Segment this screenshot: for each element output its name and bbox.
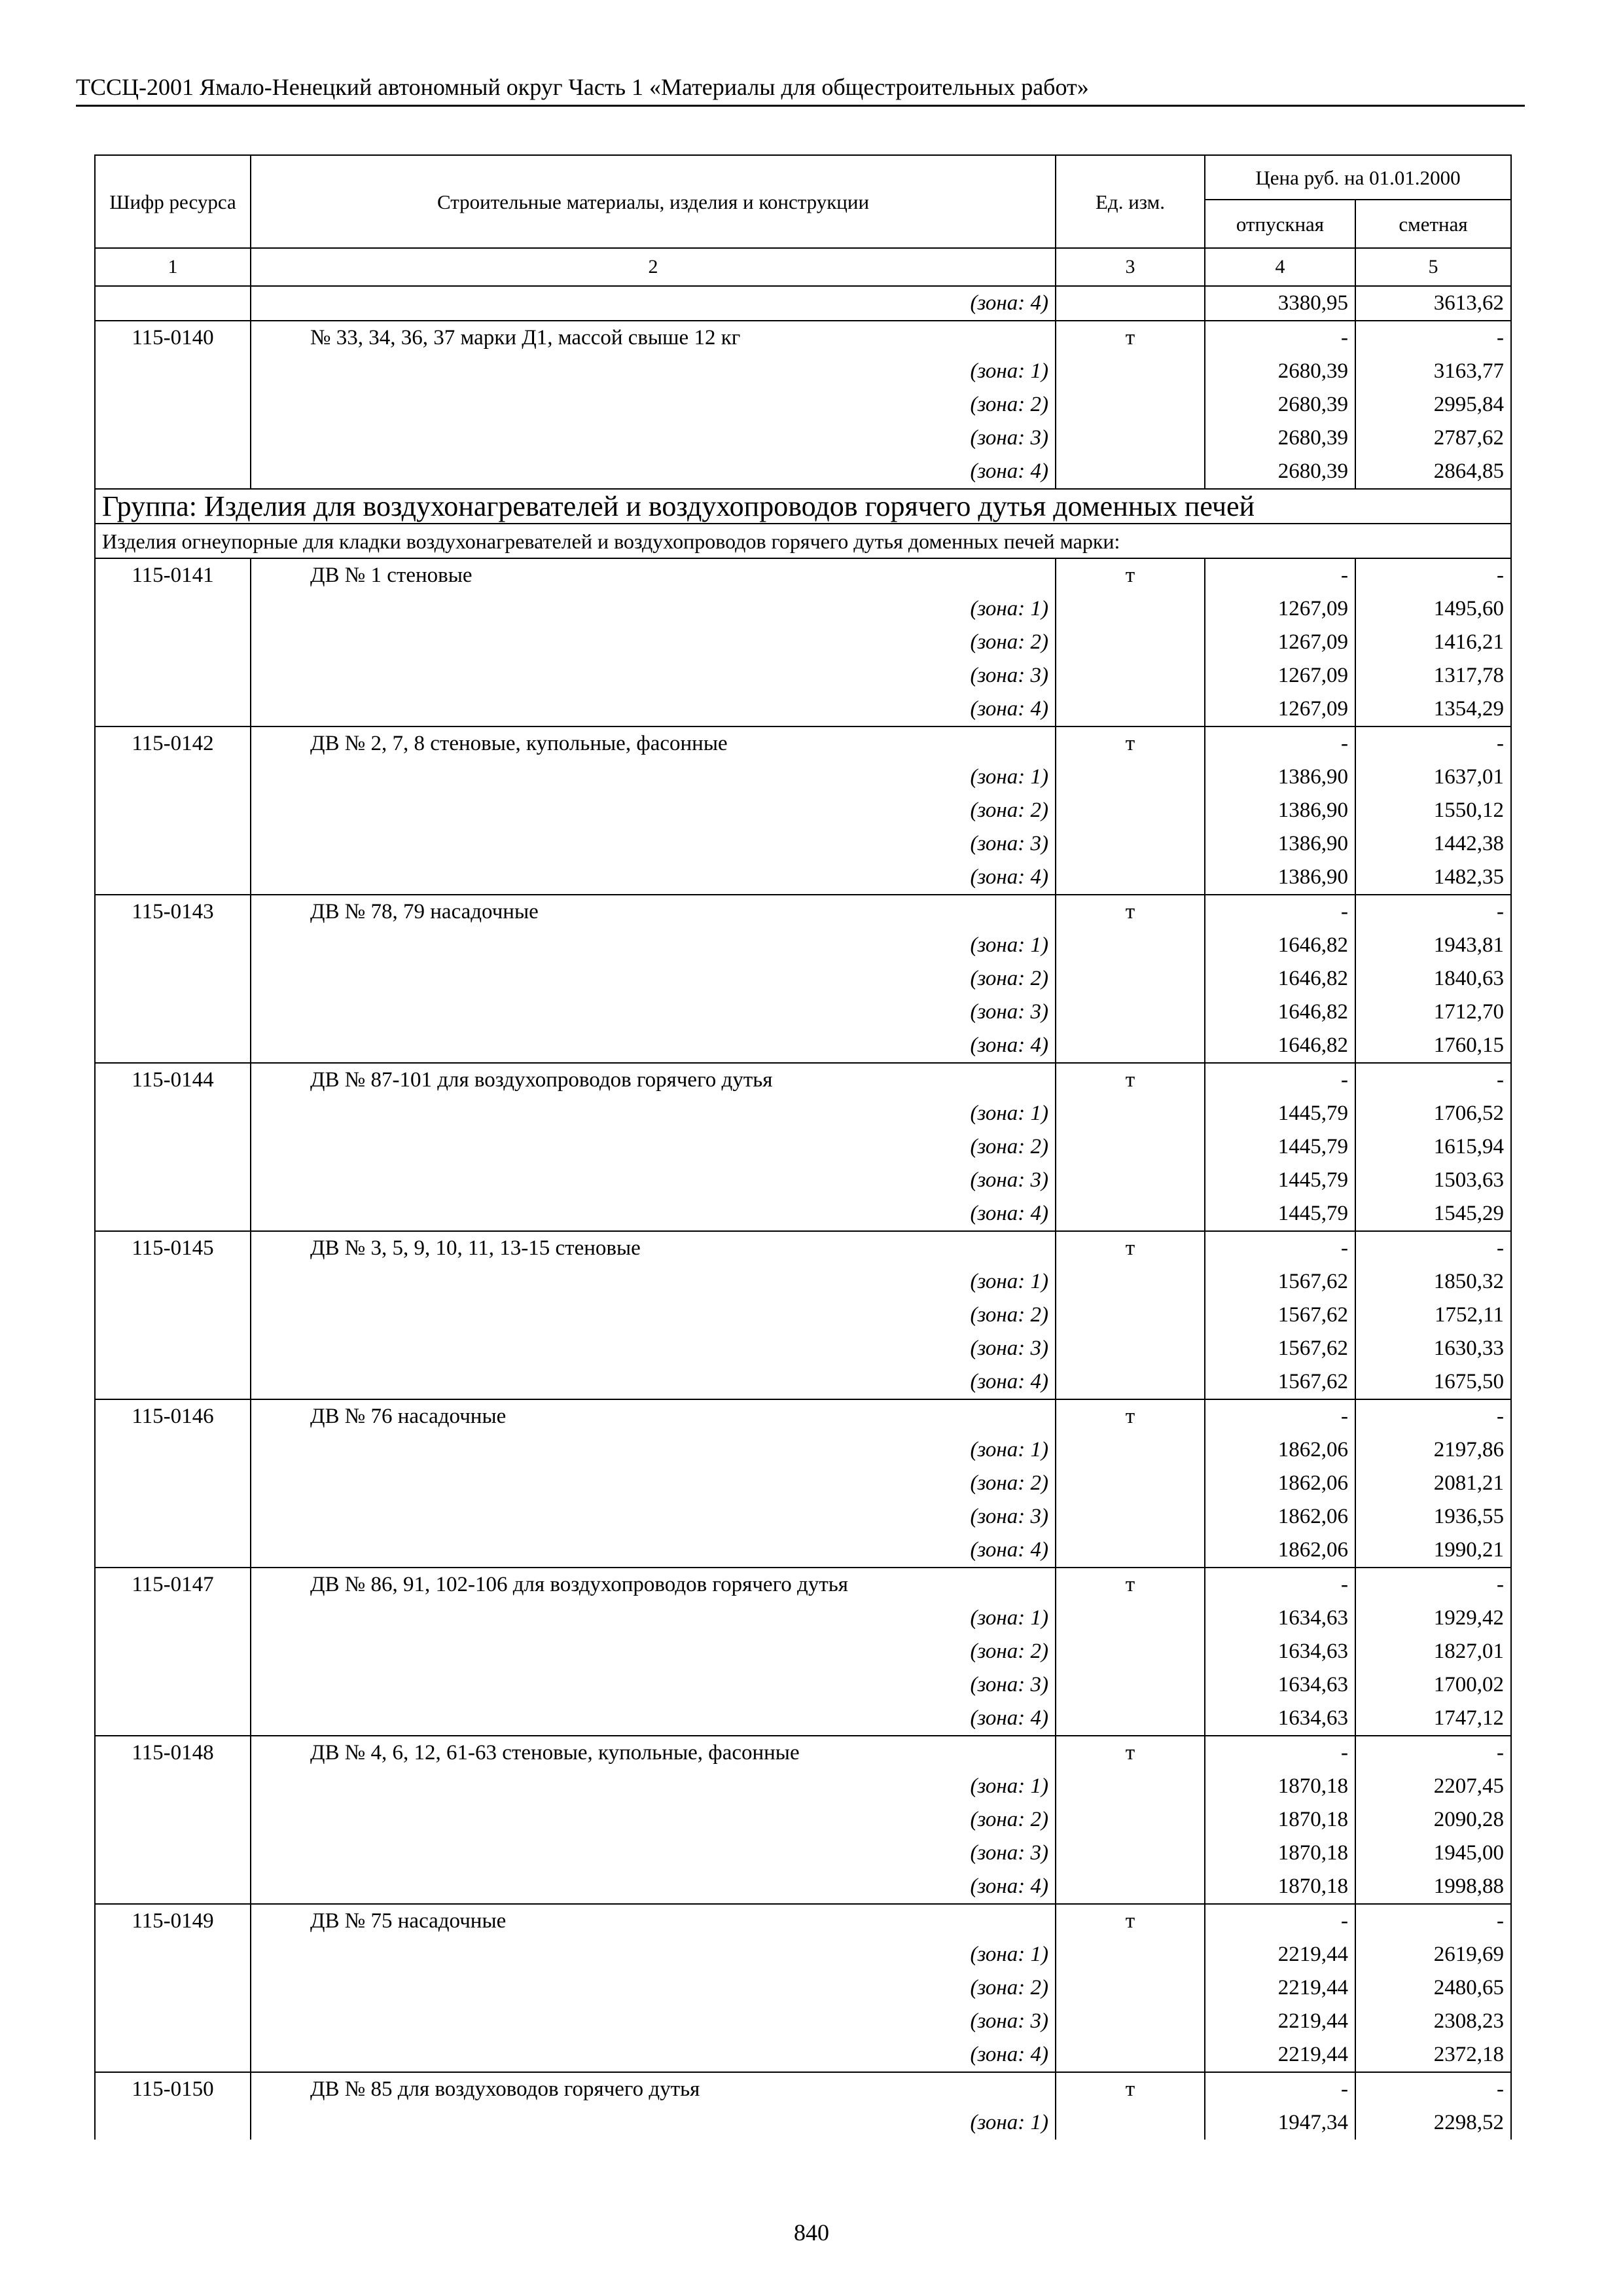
estimate-price: 2090,28 (1355, 1803, 1511, 1837)
zone-label: (зона: 1) (251, 355, 1056, 388)
estimate-price: 1936,55 (1355, 1500, 1511, 1534)
release-price: 2680,39 (1205, 422, 1355, 455)
zone-label: (зона: 1) (251, 761, 1056, 794)
estimate-price: 1990,21 (1355, 1534, 1511, 1568)
unit-cell: т (1056, 1736, 1205, 1770)
col-header-price: Цена руб. на 01.01.2000 (1205, 155, 1511, 200)
table-row (95, 895, 1511, 929)
release-price: 1634,63 (1205, 1702, 1355, 1736)
estimate-price: - (1355, 1063, 1511, 1097)
zone-label: (зона: 3) (251, 1837, 1056, 1870)
unit-cell: т (1056, 895, 1205, 929)
estimate-price: 1929,42 (1355, 1602, 1511, 1635)
table-row (95, 761, 1511, 794)
table-row (95, 1365, 1511, 1399)
resource-code: 115-0140 (95, 321, 251, 355)
release-price: 1386,90 (1205, 761, 1355, 794)
col-number: 4 (1205, 248, 1355, 286)
estimate-price: - (1355, 1568, 1511, 1602)
estimate-price: 3163,77 (1355, 355, 1511, 388)
release-price: 1870,18 (1205, 1803, 1355, 1837)
release-price: 1862,06 (1205, 1433, 1355, 1467)
table-row (95, 1568, 1511, 1602)
estimate-price: 2995,84 (1355, 388, 1511, 422)
zone-label: (зона: 1) (251, 592, 1056, 626)
zone-label: (зона: 2) (251, 1803, 1056, 1837)
table-row (95, 1332, 1511, 1365)
estimate-price: 2864,85 (1355, 455, 1511, 489)
release-price: 1567,62 (1205, 1365, 1355, 1399)
release-price: 1386,90 (1205, 827, 1355, 861)
table-row (95, 1500, 1511, 1534)
estimate-price: 3613,62 (1355, 286, 1511, 321)
estimate-price: 1840,63 (1355, 962, 1511, 996)
table-row (95, 1399, 1511, 1433)
zone-label: (зона: 4) (251, 2038, 1056, 2072)
table-row (95, 1467, 1511, 1500)
table-row (95, 1870, 1511, 1904)
release-price: 1646,82 (1205, 929, 1355, 962)
release-price: - (1205, 1399, 1355, 1433)
unit-cell: т (1056, 321, 1205, 355)
estimate-price: 1943,81 (1355, 929, 1511, 962)
zone-label: (зона: 3) (251, 1332, 1056, 1365)
zone-label: (зона: 4) (251, 1365, 1056, 1399)
estimate-price: 1675,50 (1355, 1365, 1511, 1399)
table-row (95, 794, 1511, 827)
release-price: 1267,09 (1205, 626, 1355, 659)
estimate-price: 2197,86 (1355, 1433, 1511, 1467)
zone-label: (зона: 2) (251, 962, 1056, 996)
zone-label: (зона: 2) (251, 1299, 1056, 1332)
col-header-name: Строительные материалы, изделия и конструкции (251, 155, 1056, 248)
resource-code: 115-0145 (95, 1231, 251, 1265)
release-price: 1267,09 (1205, 659, 1355, 692)
col-header-estimate: сметная (1355, 200, 1511, 248)
zone-label: (зона: 4) (251, 286, 1056, 321)
zone-label: (зона: 4) (251, 1534, 1056, 1568)
table-row (95, 996, 1511, 1029)
zone-label: (зона: 4) (251, 1870, 1056, 1904)
estimate-price: 1850,32 (1355, 1265, 1511, 1299)
release-price: 2219,44 (1205, 1971, 1355, 2005)
group-title: Группа: Изделия для воздухонагревателей и воздухопроводов горячего дутья доменных печей (95, 489, 1511, 524)
release-price: 1634,63 (1205, 1635, 1355, 1668)
unit-cell: т (1056, 1399, 1205, 1433)
table-body (95, 286, 1511, 2140)
col-number: 3 (1056, 248, 1205, 286)
table-row (95, 929, 1511, 962)
release-price: 1445,79 (1205, 1164, 1355, 1197)
table-row (95, 2005, 1511, 2038)
estimate-price: 1747,12 (1355, 1702, 1511, 1736)
estimate-price: 1317,78 (1355, 659, 1511, 692)
table-row (95, 1231, 1511, 1265)
estimate-price: 1630,33 (1355, 1332, 1511, 1365)
table-row (95, 1736, 1511, 1770)
release-price: - (1205, 558, 1355, 592)
col-number: 1 (95, 248, 251, 286)
resource-code: 115-0141 (95, 558, 251, 592)
unit-cell: т (1056, 1904, 1205, 1938)
release-price: 2219,44 (1205, 2038, 1355, 2072)
release-price: - (1205, 1904, 1355, 1938)
table-row (95, 1197, 1511, 1231)
release-price: 1386,90 (1205, 794, 1355, 827)
zone-label: (зона: 1) (251, 1433, 1056, 1467)
release-price: 2680,39 (1205, 455, 1355, 489)
table-row (95, 1433, 1511, 1467)
table-row (95, 455, 1511, 489)
resource-code: 115-0143 (95, 895, 251, 929)
estimate-price: - (1355, 321, 1511, 355)
resource-name: ДВ № 76 насадочные (310, 1405, 507, 1428)
estimate-price: 1637,01 (1355, 761, 1511, 794)
estimate-price: 2619,69 (1355, 1938, 1511, 1971)
table-row (95, 1164, 1511, 1197)
unit-cell: т (1056, 1568, 1205, 1602)
zone-label: (зона: 3) (251, 2005, 1056, 2038)
zone-label: (зона: 4) (251, 1702, 1056, 1736)
estimate-price: 2308,23 (1355, 2005, 1511, 2038)
estimate-price: 2081,21 (1355, 1467, 1511, 1500)
release-price: - (1205, 895, 1355, 929)
estimate-price: - (1355, 726, 1511, 761)
estimate-price: - (1355, 895, 1511, 929)
release-price: 1862,06 (1205, 1534, 1355, 1568)
table-row (95, 1063, 1511, 1097)
col-number: 5 (1355, 248, 1511, 286)
table-row (95, 861, 1511, 895)
table-row (95, 659, 1511, 692)
zone-label: (зона: 2) (251, 626, 1056, 659)
table-row (95, 962, 1511, 996)
price-table (94, 154, 1512, 2140)
zone-label: (зона: 1) (251, 1770, 1056, 1803)
subgroup-title: Изделия огнеупорные для кладки воздухонагревателей и воздухопроводов горячего дутья доменных печей марки: (95, 524, 1511, 558)
document-header: ТССЦ-2001 Ямало-Ненецкий автономный округ Часть 1 «Материалы для общестроительных работ» (76, 74, 1089, 100)
estimate-price: 1760,15 (1355, 1029, 1511, 1063)
estimate-price: 1503,63 (1355, 1164, 1511, 1197)
release-price: 1567,62 (1205, 1265, 1355, 1299)
unit-cell: т (1056, 1063, 1205, 1097)
header-rule (76, 105, 1525, 107)
release-price: 1870,18 (1205, 1837, 1355, 1870)
estimate-price: 1495,60 (1355, 592, 1511, 626)
zone-label: (зона: 4) (251, 1029, 1056, 1063)
zone-label: (зона: 1) (251, 1602, 1056, 1635)
resource-name: ДВ № 75 насадочные (310, 1909, 507, 1933)
table-row (95, 286, 1511, 321)
table-row (95, 692, 1511, 726)
release-price: 2219,44 (1205, 2005, 1355, 2038)
col-header-code: Шифр ресурса (95, 155, 251, 248)
resource-code: 115-0150 (95, 2072, 251, 2106)
resource-code: 115-0146 (95, 1399, 251, 1433)
resource-name: ДВ № 85 для воздуховодов горячего дутья (310, 2077, 700, 2101)
release-price: 1445,79 (1205, 1130, 1355, 1164)
release-price: 1870,18 (1205, 1870, 1355, 1904)
release-price: 1646,82 (1205, 962, 1355, 996)
release-price: - (1205, 321, 1355, 355)
zone-label: (зона: 2) (251, 1635, 1056, 1668)
table-row (95, 2072, 1511, 2106)
estimate-price: 1827,01 (1355, 1635, 1511, 1668)
release-price: 1862,06 (1205, 1500, 1355, 1534)
release-price: 1386,90 (1205, 861, 1355, 895)
estimate-price: 1550,12 (1355, 794, 1511, 827)
table-row (95, 1770, 1511, 1803)
table-row (95, 422, 1511, 455)
estimate-price: 2787,62 (1355, 422, 1511, 455)
release-price: 1567,62 (1205, 1332, 1355, 1365)
estimate-price: 2480,65 (1355, 1971, 1511, 2005)
table-row (95, 1938, 1511, 1971)
col-header-release: отпускная (1205, 200, 1355, 248)
zone-label: (зона: 4) (251, 692, 1056, 726)
release-price: 1445,79 (1205, 1197, 1355, 1231)
estimate-price: 1700,02 (1355, 1668, 1511, 1702)
release-price: 1634,63 (1205, 1602, 1355, 1635)
resource-name: ДВ № 86, 91, 102-106 для воздухопроводов горячего дутья (310, 1573, 848, 1596)
estimate-price: - (1355, 1736, 1511, 1770)
estimate-price: 2372,18 (1355, 2038, 1511, 2072)
zone-label: (зона: 3) (251, 1500, 1056, 1534)
table-row (95, 1971, 1511, 2005)
estimate-price: 1615,94 (1355, 1130, 1511, 1164)
estimate-price: - (1355, 1904, 1511, 1938)
table-row (95, 726, 1511, 761)
resource-code: 115-0149 (95, 1904, 251, 1938)
release-price: 1267,09 (1205, 692, 1355, 726)
table-row (95, 592, 1511, 626)
zone-label: (зона: 3) (251, 422, 1056, 455)
estimate-price: 1354,29 (1355, 692, 1511, 726)
table-row (95, 1837, 1511, 1870)
table-row (95, 1803, 1511, 1837)
release-price: - (1205, 1063, 1355, 1097)
resource-name: ДВ № 1 стеновые (310, 564, 473, 587)
release-price: 2680,39 (1205, 388, 1355, 422)
table-row (95, 2038, 1511, 2072)
table-row (95, 1602, 1511, 1635)
resource-name: ДВ № 2, 7, 8 стеновые, купольные, фасонные (310, 732, 728, 755)
resource-name: ДВ № 4, 6, 12, 61-63 стеновые, купольные, фасонные (310, 1741, 800, 1765)
estimate-price: 1712,70 (1355, 996, 1511, 1029)
table-row (95, 1029, 1511, 1063)
subgroup-row (95, 524, 1511, 558)
zone-label: (зона: 3) (251, 996, 1056, 1029)
table-row (95, 1702, 1511, 1736)
table-row (95, 1097, 1511, 1130)
release-price: 2680,39 (1205, 355, 1355, 388)
table-row (95, 558, 1511, 592)
table-row (95, 1130, 1511, 1164)
release-price: 1634,63 (1205, 1668, 1355, 1702)
resource-name: ДВ № 3, 5, 9, 10, 11, 13-15 стеновые (310, 1236, 641, 1260)
release-price: - (1205, 726, 1355, 761)
estimate-price: 1442,38 (1355, 827, 1511, 861)
table-row (95, 321, 1511, 355)
zone-label: (зона: 4) (251, 1197, 1056, 1231)
estimate-price: 2298,52 (1355, 2106, 1511, 2140)
table-row (95, 1668, 1511, 1702)
release-price: 1862,06 (1205, 1467, 1355, 1500)
resource-code: 115-0148 (95, 1736, 251, 1770)
release-price: 3380,95 (1205, 286, 1355, 321)
table-row (95, 827, 1511, 861)
zone-label: (зона: 3) (251, 1668, 1056, 1702)
release-price: - (1205, 1568, 1355, 1602)
page-number: 840 (794, 2219, 829, 2246)
release-price: 1646,82 (1205, 996, 1355, 1029)
estimate-price: - (1355, 2072, 1511, 2106)
zone-label: (зона: 1) (251, 1938, 1056, 1971)
col-number: 2 (251, 248, 1056, 286)
zone-label: (зона: 3) (251, 1164, 1056, 1197)
release-price: 1947,34 (1205, 2106, 1355, 2140)
zone-label: (зона: 2) (251, 388, 1056, 422)
zone-label: (зона: 4) (251, 861, 1056, 895)
resource-name: ДВ № 87-101 для воздухопроводов горячего дутья (310, 1068, 773, 1092)
table-row (95, 355, 1511, 388)
unit-cell: т (1056, 1231, 1205, 1265)
table-row (95, 2106, 1511, 2140)
table-row (95, 1904, 1511, 1938)
table-row (95, 388, 1511, 422)
zone-label: (зона: 1) (251, 2106, 1056, 2140)
zone-label: (зона: 3) (251, 659, 1056, 692)
estimate-price: 1706,52 (1355, 1097, 1511, 1130)
zone-label: (зона: 3) (251, 827, 1056, 861)
release-price: - (1205, 1736, 1355, 1770)
resource-name: № 33, 34, 36, 37 марки Д1, массой свыше 12 кг (310, 326, 741, 350)
resource-code: 115-0142 (95, 726, 251, 761)
release-price: 1567,62 (1205, 1299, 1355, 1332)
estimate-price: 1545,29 (1355, 1197, 1511, 1231)
release-price: - (1205, 2072, 1355, 2106)
release-price: 1445,79 (1205, 1097, 1355, 1130)
resource-code: 115-0147 (95, 1568, 251, 1602)
estimate-price: - (1355, 1399, 1511, 1433)
release-price: - (1205, 1231, 1355, 1265)
zone-label: (зона: 2) (251, 1130, 1056, 1164)
table-row (95, 1635, 1511, 1668)
estimate-price: - (1355, 558, 1511, 592)
estimate-price: 1482,35 (1355, 861, 1511, 895)
zone-label: (зона: 2) (251, 1971, 1056, 2005)
estimate-price: 1945,00 (1355, 1837, 1511, 1870)
estimate-price: 1998,88 (1355, 1870, 1511, 1904)
group-row (95, 489, 1511, 524)
resource-name: ДВ № 78, 79 насадочные (310, 900, 539, 924)
table-row (95, 1265, 1511, 1299)
table-row (95, 1534, 1511, 1568)
table-row (95, 626, 1511, 659)
unit-cell: т (1056, 558, 1205, 592)
estimate-price: 1752,11 (1355, 1299, 1511, 1332)
zone-label: (зона: 4) (251, 455, 1056, 489)
release-price: 1646,82 (1205, 1029, 1355, 1063)
unit-cell: т (1056, 726, 1205, 761)
release-price: 2219,44 (1205, 1938, 1355, 1971)
release-price: 1870,18 (1205, 1770, 1355, 1803)
estimate-price: 1416,21 (1355, 626, 1511, 659)
zone-label: (зона: 1) (251, 929, 1056, 962)
zone-label: (зона: 2) (251, 1467, 1056, 1500)
zone-label: (зона: 2) (251, 794, 1056, 827)
estimate-price: - (1355, 1231, 1511, 1265)
zone-label: (зона: 1) (251, 1265, 1056, 1299)
zone-label: (зона: 1) (251, 1097, 1056, 1130)
resource-code: 115-0144 (95, 1063, 251, 1097)
estimate-price: 2207,45 (1355, 1770, 1511, 1803)
release-price: 1267,09 (1205, 592, 1355, 626)
unit-cell: т (1056, 2072, 1205, 2106)
table-row (95, 1299, 1511, 1332)
col-header-unit: Ед. изм. (1056, 155, 1205, 248)
